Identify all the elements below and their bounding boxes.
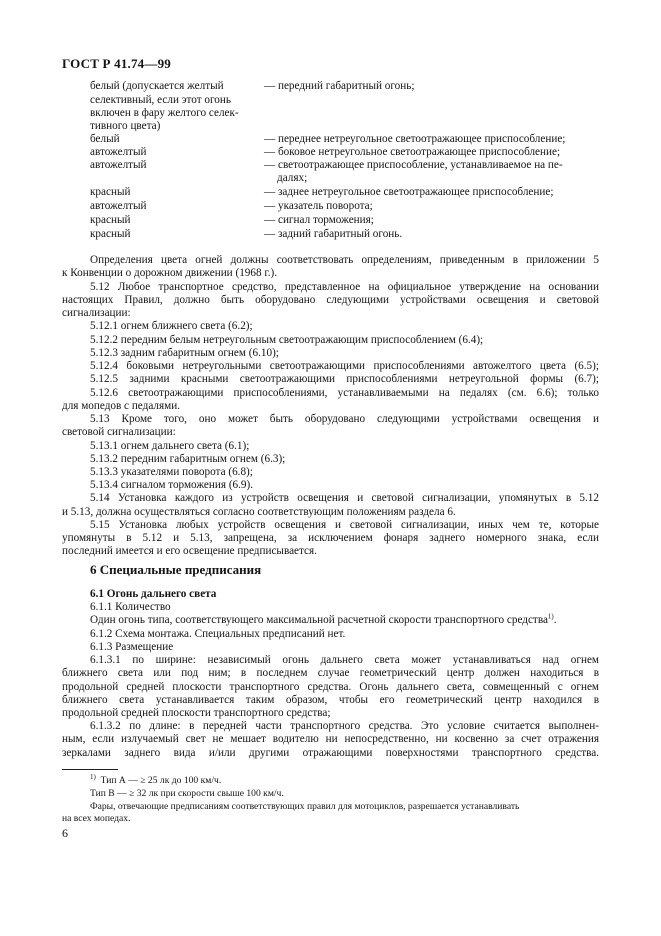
lamp-cell: — указатель поворота; — [264, 200, 373, 212]
text-line: 5.12.6 светоотражающими приспособлениями, устанавливаемыми на педалях (см. 6.6); только — [90, 387, 599, 399]
lamp-cell: — светоотражающее приспособление, устанавливаемое на пе- — [264, 159, 563, 171]
footnote-line: Тип В — ≥ 32 лк при скорости свыше 100 км/ч. — [90, 788, 284, 799]
text-line: 5.13.2 передним габаритным огнем (6.3); — [90, 453, 286, 465]
text-line: 5.13 Кроме того, оно может быть оборудовано следующими устройствами освещения и — [90, 413, 599, 425]
text-line: 5.14 Установка каждого из устройств освещения и световой сигнализации, упомянутых в 5.12 — [90, 492, 599, 504]
footnote-line: Фары, отвечающие предписаниям соответствующих правил для мотоциклов, разрешается устанавливать — [90, 801, 520, 812]
footnote-divider — [62, 769, 118, 770]
text-line: 6.1.3.1 по ширине: независимый огонь дальнего света может устанавливаться над огнем — [90, 654, 599, 666]
page-number: 6 — [62, 826, 68, 840]
colour-cell: автожелтый — [90, 200, 147, 212]
colour-cell: красный — [90, 214, 131, 226]
text-line: 5.12.5 задними красными светоотражающими приспособлениями нетреугольной формы (6.7); — [90, 373, 599, 385]
colour-cell: автожелтый — [90, 159, 147, 171]
document-header: ГОСТ Р 41.74—99 — [62, 56, 171, 71]
text-line: 5.12.1 огнем ближнего света (6.2); — [90, 320, 253, 332]
lamp-cell: — передний габаритный огонь; — [264, 80, 415, 92]
text-line: 5.12.4 боковыми нетреугольными светоотражающими приспособлениями автожелтого цвета (6.5); — [90, 360, 599, 372]
text-line: 5.12 Любое транспортное средство, представленное на официальное утверждение на основании — [90, 281, 599, 293]
lamp-cell: — переднее нетреугольное светоотражающее приспособление; — [264, 133, 566, 145]
text-line: продольной средней плоскости транспортного средства. Огонь дальнего света, совмещенный с огнем — [62, 681, 599, 693]
colour-cell: тивного цвета) — [90, 120, 161, 132]
text-line: 5.15 Установка любых устройств освещения и световой сигнализации, иных чем те, которые — [90, 519, 599, 531]
text-line: для мопедов с педалями. — [62, 400, 180, 412]
text-line: продольной средней плоскости транспортного средства; — [62, 707, 331, 719]
colour-cell: красный — [90, 228, 131, 240]
lamp-cell: — боковое нетреугольное светоотражающее приспособление; — [264, 146, 561, 158]
text-line: и 5.13, должна осуществляться согласно соответствующим положениям раздела 6. — [62, 506, 456, 518]
footnote-ref: 1) — [547, 612, 554, 621]
colour-cell: селективный, если этот огонь — [90, 94, 231, 106]
colour-cell: белый (допускается желтый — [90, 80, 224, 92]
text-line: зеркалами заднего вида и/или другими отражающими поверхностями транспортного средства. — [62, 747, 599, 759]
lamp-cell: — заднее нетреугольное светоотражающее приспособление; — [264, 186, 554, 198]
text-line: 6.1.3.2 по длине: в передней части транспортного средства. Это условие считается выполнен- — [90, 720, 599, 732]
text-line: световой сигнализации: — [62, 426, 176, 438]
text-line: 5.12.3 задним габаритным огнем (6.10); — [90, 347, 279, 359]
text-line: 5.13.4 сигналом торможения (6.9). — [90, 479, 254, 491]
colour-cell: красный — [90, 186, 131, 198]
text-line: 6.1.1 Количество — [90, 601, 171, 613]
subsection-title: 6.1 Огонь дальнего света — [90, 588, 217, 600]
section-title: 6 Специальные предписания — [90, 562, 262, 577]
lamp-cell: — сигнал торможения; — [264, 214, 374, 226]
text-line: 5.13.1 огнем дальнего света (6.1); — [90, 440, 250, 452]
text-line: последний имеется и его освещение предписывается. — [62, 545, 317, 557]
colour-cell: автожелтый — [90, 146, 147, 158]
text-line: 5.13.3 указателями поворота (6.8); — [90, 466, 253, 478]
text-line: к Конвенции о дорожном движении (1968 г.). — [62, 267, 278, 279]
colour-cell: белый — [90, 133, 120, 145]
text-line: ближнего света устанавливается таким образом, чтобы его геометрический центр находился в — [62, 694, 599, 706]
lamp-cell: — задний габаритный огонь. — [264, 228, 403, 240]
colour-cell: включен в фару желтого селек- — [90, 107, 239, 119]
text-line: 6.1.3 Размещение — [90, 641, 174, 653]
text-line: ным, если излучаемый свет не мешает водителю ни непосредственно, ни косвенно за счет отражения — [62, 733, 599, 745]
text-line: Определения цвета огней должны соответствовать определениям, приведенным в приложении 5 — [90, 254, 599, 266]
text-line: ближнего света или под ним; в последнем случае геометрический центр должен находиться в — [62, 667, 599, 679]
footnote-marker: 1) — [90, 772, 96, 781]
text-line: 6.1.2 Схема монтажа. Специальных предписаний нет. — [90, 628, 346, 640]
lamp-cell: далях; — [277, 172, 308, 184]
text-line: настоящих Правил, должно быть оборудовано следующими устройствами освещения и световой — [62, 294, 599, 306]
text-line: сигнализации: — [62, 307, 131, 319]
footnote-line: $^{1)}$ Тип А — ≥ 25 лк до 100 км/ч. — [90, 772, 222, 786]
text-line: 5.12.2 передним белым нетреугольным светоотражающим приспособлением (6.4); — [90, 334, 484, 346]
text-line: упомянуты в 5.12 и 5.13, запрещена, за исключением фонаря заднего номерного знака, если — [62, 532, 599, 544]
footnote-line: на всех мопедах. — [62, 813, 131, 824]
text-line: Один огонь типа, соответствующего максимальной расчетной скорости транспортного средства$^{1)}$. — [90, 612, 557, 626]
